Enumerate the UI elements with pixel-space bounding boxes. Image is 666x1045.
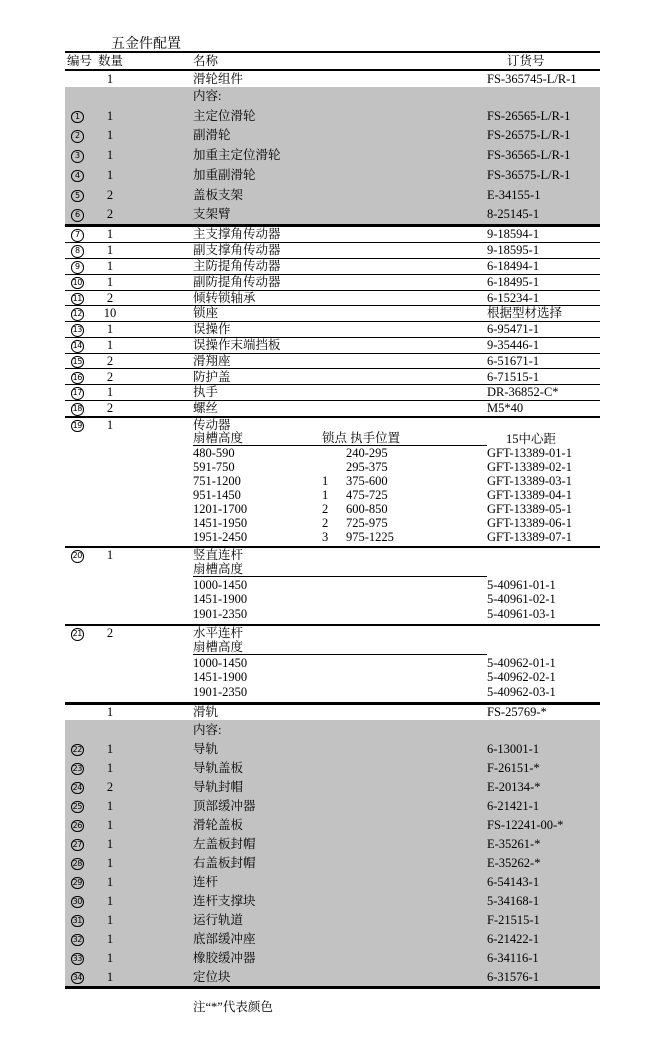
lock-count-value: 2	[322, 515, 329, 530]
quantity-cell: 1	[106, 855, 114, 870]
variant-cell	[193, 489, 487, 502]
item-number-cell	[65, 322, 95, 337]
table-row	[65, 71, 600, 87]
sash-height-value: 1951-2450	[193, 529, 248, 544]
part-name-cell: 螺丝	[193, 401, 219, 416]
item-number-cell	[65, 148, 95, 163]
order-code-cell: 6-18495-1	[487, 274, 540, 289]
item-number-badge: 33	[71, 953, 84, 966]
order-code-cell: 5-40962-02-1	[487, 670, 556, 685]
subtable-header-group	[193, 563, 487, 578]
subheader-sash-height: 扇槽高度	[193, 431, 244, 446]
item-number-cell	[65, 385, 95, 400]
item-number-badge: 13	[71, 324, 84, 337]
sash-height-value: 951-1450	[193, 487, 241, 502]
quantity-cell: 1	[106, 417, 114, 432]
order-code-cell: 5-40961-01-1	[487, 577, 556, 592]
part-name-cell: 主防提角传动器	[193, 259, 281, 274]
item-number-cell	[65, 128, 95, 143]
item-number-badge: 18	[71, 403, 84, 416]
table-row	[65, 106, 600, 126]
subtable-header-group	[193, 641, 487, 656]
table-row	[65, 126, 600, 146]
table-row	[65, 401, 600, 416]
table-row	[65, 685, 600, 700]
item-number-badge: 6	[71, 209, 84, 222]
item-number-badge: 9	[71, 261, 84, 274]
part-name-cell: 加重主定位滑轮	[193, 148, 281, 163]
table-row	[65, 306, 600, 322]
order-code-cell: 6-34116-1	[487, 950, 539, 965]
part-name-cell: 滑轮组件	[193, 71, 244, 86]
item-number-badge: 20	[71, 550, 84, 563]
table-row	[65, 592, 600, 607]
table-row	[65, 705, 600, 721]
part-name-cell: 执手	[193, 385, 219, 400]
order-code-cell: E-35262-*	[487, 855, 541, 870]
order-code-cell: 6-71515-1	[487, 369, 540, 384]
parts-table	[65, 51, 600, 989]
order-code-cell: F-26151-*	[487, 760, 540, 775]
part-name-cell: 连杆支撑块	[193, 893, 256, 908]
table-row	[65, 948, 600, 967]
quantity-cell: 2	[106, 626, 114, 640]
handle-position-value: 725-975	[346, 515, 388, 530]
item-number-badge: 11	[71, 293, 84, 306]
quantity-cell: 1	[106, 259, 114, 274]
quantity-cell: 1	[106, 338, 114, 353]
item-number-badge: 1	[71, 111, 84, 124]
order-code-cell: 9-35446-1	[487, 338, 540, 353]
column-header-code: 订货号	[507, 53, 545, 68]
item-number-badge: 3	[71, 150, 84, 163]
subheader-sash-height: 扇槽高度	[193, 640, 244, 655]
page-title: 五金件配置	[111, 37, 181, 52]
quantity-cell: 1	[106, 148, 114, 163]
part-name-cell: 盖板支架	[193, 187, 244, 202]
part-name-cell: 滑轮盖板	[193, 817, 244, 832]
variant-cell	[193, 461, 487, 474]
quantity-cell: 2	[106, 290, 114, 305]
quantity-cell: 1	[106, 912, 114, 927]
quantity-cell: 1	[106, 322, 114, 337]
item-number-cell	[65, 951, 95, 966]
order-code-cell: 5-40961-03-1	[487, 607, 556, 622]
quantity-cell: 1	[106, 741, 114, 756]
order-code-cell: 6-31576-1	[487, 969, 540, 984]
part-name-cell: 支架臂	[193, 207, 231, 222]
sash-height-value: 480-590	[193, 445, 235, 460]
table-row	[65, 910, 600, 929]
part-name-cell: 导轨盖板	[193, 760, 244, 775]
item-number-cell	[65, 259, 95, 274]
order-code-cell: FS-365745-L/R-1	[487, 71, 577, 86]
item-number-cell	[65, 207, 95, 222]
handle-position-value: 600-850	[346, 501, 388, 516]
item-number-cell	[65, 168, 95, 183]
subtable-header-group	[193, 432, 487, 446]
item-number-cell	[65, 354, 95, 369]
quantity-cell: 2	[106, 353, 114, 368]
part-name-cell: 定位块	[193, 969, 231, 984]
item-number-cell	[65, 913, 95, 928]
item-number-cell	[65, 243, 95, 258]
order-code-cell: 9-18594-1	[487, 227, 540, 242]
item-number-badge: 24	[71, 782, 84, 795]
order-code-cell: FS-26565-L/R-1	[487, 108, 571, 123]
part-name-cell: 锁座	[193, 306, 219, 321]
quantity-cell: 1	[106, 760, 114, 775]
part-name-cell: 副滑轮	[193, 128, 231, 143]
section-vertical-rod	[65, 546, 600, 624]
item-number-cell	[65, 742, 95, 757]
contents-block-1	[65, 87, 600, 225]
sash-height-value: 1901-2350	[193, 685, 248, 700]
sash-height-value: 1451-1950	[193, 515, 248, 530]
pulley-assembly-block	[65, 71, 600, 87]
table-row	[65, 607, 600, 622]
table-row	[65, 338, 600, 354]
part-name-cell: 加重副滑轮	[193, 167, 256, 182]
subtable-header-row	[65, 563, 600, 578]
sash-height-value: 1201-1700	[193, 501, 248, 516]
item-number-cell	[65, 932, 95, 947]
sash-height-value: 1000-1450	[193, 577, 248, 592]
variant-cell	[193, 531, 487, 544]
variant-cell	[193, 447, 487, 460]
subtable-header-row	[65, 432, 600, 446]
item-number-badge: 15	[71, 356, 84, 369]
part-name-cell: 副防提角传动器	[193, 274, 281, 289]
order-code-cell: E-20134-*	[487, 779, 541, 794]
item-number-badge: 19	[71, 420, 84, 433]
table-row	[65, 87, 600, 107]
item-number-cell	[65, 875, 95, 890]
contents-label: 内容:	[193, 89, 222, 104]
table-row	[65, 577, 600, 592]
item-number-badge: 32	[71, 934, 84, 947]
item-number-badge: 29	[71, 877, 84, 890]
quantity-cell: 1	[106, 128, 114, 143]
middle-items-block	[65, 224, 600, 416]
quantity-cell: 10	[103, 306, 117, 321]
quantity-cell: 2	[106, 401, 114, 416]
handle-position-value: 375-600	[346, 473, 388, 488]
item-number-cell	[65, 109, 95, 124]
item-number-cell	[65, 306, 95, 321]
part-name-cell: 防护盖	[193, 369, 231, 384]
item-number-badge: 14	[71, 340, 84, 353]
item-number-badge: 22	[71, 744, 84, 757]
part-name-cell: 水平连杆	[193, 626, 244, 640]
lock-count-value: 1	[322, 487, 329, 502]
part-name-cell: 滑翔座	[193, 353, 231, 368]
item-number-cell	[65, 970, 95, 985]
variant-cell	[193, 503, 487, 516]
item-number-cell	[65, 401, 95, 416]
item-number-cell	[65, 799, 95, 814]
part-name-cell: 传动器	[193, 417, 231, 432]
table-row	[65, 929, 600, 948]
quantity-cell: 1	[106, 705, 114, 720]
item-number-badge: 23	[71, 763, 84, 776]
order-code-cell: 5-34168-1	[487, 893, 540, 908]
section-horizontal-rod	[65, 624, 600, 702]
item-number-cell	[65, 370, 95, 385]
order-code-cell: DR-36852-C*	[487, 385, 559, 400]
table-header-row	[65, 53, 600, 71]
table-row	[65, 967, 600, 986]
order-code-cell: 6-54143-1	[487, 874, 540, 889]
quantity-cell: 1	[106, 243, 114, 258]
item-number-badge: 21	[71, 628, 84, 641]
item-number-badge: 27	[71, 839, 84, 852]
table-row	[65, 243, 600, 259]
table-row	[65, 891, 600, 910]
part-name-cell: 主支撑角传动器	[193, 227, 281, 242]
table-row	[65, 834, 600, 853]
part-name-cell: 误操作	[193, 322, 231, 337]
handle-position-value: 295-375	[346, 459, 388, 474]
order-code-cell: 6-18494-1	[487, 259, 540, 274]
item-number-cell	[65, 780, 95, 795]
part-name-cell: 主定位滑轮	[193, 108, 256, 123]
lock-count-value: 2	[322, 501, 329, 516]
contents-label: 内容:	[193, 722, 222, 737]
table-row	[65, 259, 600, 275]
order-code-cell: 8-25145-1	[487, 207, 540, 222]
sash-height-value: 751-1200	[193, 473, 241, 488]
quantity-cell: 2	[106, 369, 114, 384]
table-row	[65, 530, 600, 544]
lock-count-value: 1	[322, 473, 329, 488]
part-name-cell: 滑轨	[193, 705, 219, 720]
sash-height-value: 1451-1900	[193, 670, 248, 685]
quantity-cell: 1	[106, 817, 114, 832]
order-code-cell: 5-40961-02-1	[487, 592, 556, 607]
quantity-cell: 1	[106, 167, 114, 182]
quantity-cell: 1	[106, 836, 114, 851]
table-row	[65, 488, 600, 502]
column-header-num: 编号	[67, 53, 93, 68]
order-code-cell: GFT-13389-06-1	[487, 515, 572, 530]
part-name-cell: 副支撑角传动器	[193, 243, 281, 258]
table-row	[65, 146, 600, 166]
table-row	[65, 385, 600, 401]
item-number-badge: 4	[71, 170, 84, 183]
table-row	[65, 418, 600, 432]
item-number-badge: 12	[71, 308, 84, 321]
item-number-cell	[65, 548, 95, 563]
item-number-badge: 25	[71, 801, 84, 814]
table-row	[65, 354, 600, 370]
item-number-cell	[65, 418, 95, 433]
order-code-cell: FS-12241-00-*	[487, 817, 564, 832]
table-row	[65, 165, 600, 185]
column-header-qty: 数量	[98, 53, 124, 68]
table-row	[65, 655, 600, 670]
order-code-cell: GFT-13389-07-1	[487, 529, 572, 544]
item-number-badge: 8	[71, 245, 84, 258]
quantity-cell: 1	[106, 108, 114, 123]
handle-position-value: 475-725	[346, 487, 388, 502]
table-row	[65, 460, 600, 474]
order-code-cell: 9-18595-1	[487, 243, 540, 258]
order-code-cell: M5*40	[487, 401, 524, 416]
item-number-badge: 16	[71, 372, 84, 385]
item-number-cell	[65, 856, 95, 871]
table-row	[65, 739, 600, 758]
order-code-cell: 6-95471-1	[487, 322, 540, 337]
order-code-cell: E-34155-1	[487, 187, 541, 202]
quantity-cell: 2	[106, 207, 114, 222]
variant-cell	[193, 517, 487, 530]
table-row	[65, 516, 600, 530]
table-row	[65, 275, 600, 291]
order-code-cell: GFT-13389-03-1	[487, 473, 572, 488]
item-number-badge: 26	[71, 820, 84, 833]
order-code-cell: FS-25769-*	[487, 705, 547, 720]
table-row	[65, 227, 600, 243]
table-row	[65, 670, 600, 685]
quantity-cell: 1	[106, 227, 114, 242]
order-code-cell: F-21515-1	[487, 912, 540, 927]
quantity-cell: 1	[106, 71, 114, 86]
table-row	[65, 777, 600, 796]
lock-count-value: 3	[322, 529, 329, 544]
sash-height-value: 1451-1900	[193, 592, 248, 607]
subheader-sash-height: 扇槽高度	[193, 562, 244, 577]
item-number-cell	[65, 626, 95, 641]
item-number-cell	[65, 227, 95, 242]
sash-height-value: 591-750	[193, 459, 235, 474]
table-row	[65, 548, 600, 563]
order-code-cell: FS-36565-L/R-1	[487, 148, 571, 163]
section-drive-gear	[65, 416, 600, 546]
quantity-cell: 1	[106, 798, 114, 813]
order-code-cell: GFT-13389-05-1	[487, 501, 572, 516]
item-number-badge: 31	[71, 915, 84, 928]
item-number-cell	[65, 818, 95, 833]
table-row	[65, 815, 600, 834]
table-row	[65, 291, 600, 307]
item-number-cell	[65, 761, 95, 776]
quantity-cell: 1	[106, 969, 114, 984]
part-name-cell: 倾转锁轴承	[193, 290, 256, 305]
quantity-cell: 1	[106, 274, 114, 289]
item-number-badge: 17	[71, 387, 84, 400]
subheader-lock-handle-position: 锁点 执手位置	[322, 431, 401, 446]
quantity-cell: 2	[106, 187, 114, 202]
item-number-cell	[65, 837, 95, 852]
table-row	[65, 853, 600, 872]
sash-height-value: 1901-2350	[193, 607, 248, 622]
quantity-cell: 1	[106, 874, 114, 889]
order-code-cell: 6-21422-1	[487, 931, 540, 946]
order-code-cell: FS-36575-L/R-1	[487, 167, 571, 182]
item-number-cell	[65, 338, 95, 353]
table-row	[65, 322, 600, 338]
quantity-cell: 1	[106, 893, 114, 908]
table-row	[65, 626, 600, 641]
item-number-badge: 7	[71, 229, 84, 242]
contents-block-2	[65, 720, 600, 986]
table-row	[65, 502, 600, 516]
order-code-cell: E-35261-*	[487, 836, 541, 851]
table-row	[65, 796, 600, 815]
order-code-cell: GFT-13389-01-1	[487, 445, 572, 460]
column-header-name: 名称	[193, 53, 219, 68]
quantity-cell: 2	[106, 779, 114, 794]
table-row	[65, 446, 600, 460]
part-name-cell: 橡胶缓冲器	[193, 950, 256, 965]
part-name-cell: 底部缓冲座	[193, 931, 256, 946]
sash-height-value: 1000-1450	[193, 655, 248, 670]
item-number-badge: 34	[71, 972, 84, 985]
order-code-cell: 根据型材选择	[487, 306, 563, 321]
part-name-cell: 左盖板封帽	[193, 836, 256, 851]
item-number-badge: 2	[71, 130, 84, 143]
table-row	[65, 758, 600, 777]
order-code-cell: 5-40962-01-1	[487, 655, 556, 670]
subtable-header-row	[65, 641, 600, 656]
item-number-badge: 28	[71, 858, 84, 871]
part-name-cell: 运行轨道	[193, 912, 244, 927]
order-code-cell: GFT-13389-04-1	[487, 487, 572, 502]
item-number-badge: 5	[71, 190, 84, 203]
table-row	[65, 720, 600, 739]
table-row	[65, 205, 600, 225]
item-number-badge: 30	[71, 896, 84, 909]
part-name-cell: 导轨	[193, 741, 219, 756]
order-code-cell: 6-51671-1	[487, 353, 540, 368]
quantity-cell: 1	[106, 950, 114, 965]
quantity-cell: 1	[106, 931, 114, 946]
item-number-cell	[65, 188, 95, 203]
table-row	[65, 185, 600, 205]
slide-rail-block	[65, 702, 600, 721]
part-name-cell: 误操作末端挡板	[193, 338, 281, 353]
order-code-cell: FS-26575-L/R-1	[487, 128, 571, 143]
table-row	[65, 872, 600, 891]
part-name-cell: 竖直连杆	[193, 548, 244, 563]
part-name-cell: 导轨封帽	[193, 779, 244, 794]
quantity-cell: 1	[106, 385, 114, 400]
order-code-cell: 6-21421-1	[487, 798, 540, 813]
item-number-cell	[65, 894, 95, 909]
table-row	[65, 369, 600, 385]
order-code-cell: 6-15234-1	[487, 290, 540, 305]
handle-position-value: 240-295	[346, 445, 388, 460]
variant-cell	[193, 475, 487, 488]
item-number-cell	[65, 275, 95, 290]
footnote: 注“*”代表颜色	[193, 1000, 273, 1014]
item-number-badge: 10	[71, 277, 84, 290]
order-code-cell: 5-40962-03-1	[487, 685, 556, 700]
item-number-cell	[65, 291, 95, 306]
order-code-cell: 6-13001-1	[487, 741, 540, 756]
order-code-cell: GFT-13389-02-1	[487, 459, 572, 474]
part-name-cell: 连杆	[193, 874, 219, 889]
handle-position-value: 975-1225	[346, 529, 394, 544]
subheader-center-distance: 15中心距	[506, 431, 557, 446]
quantity-cell: 1	[106, 548, 114, 563]
part-name-cell: 顶部缓冲器	[193, 798, 256, 813]
part-name-cell: 右盖板封帽	[193, 855, 256, 870]
table-row	[65, 474, 600, 488]
